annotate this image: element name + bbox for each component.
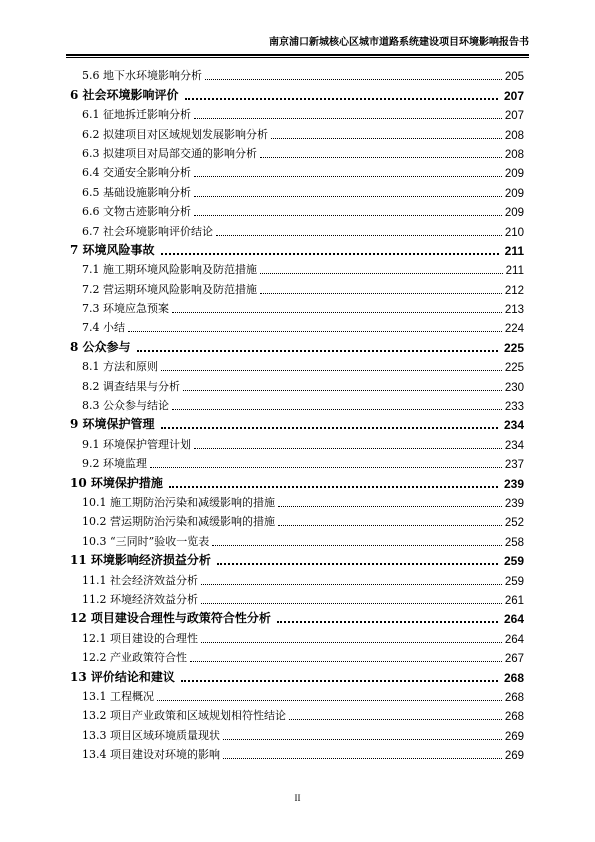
toc-entry-page: 208 bbox=[504, 129, 524, 142]
toc-entry-title: 6.7 社会环境影响评价结论 bbox=[82, 224, 213, 238]
toc-entry-page: 269 bbox=[504, 750, 524, 763]
toc-section-entry[interactable] bbox=[70, 103, 524, 122]
toc-section-entry[interactable] bbox=[70, 316, 524, 335]
toc-entry-title: 6.4 交通安全影响分析 bbox=[82, 166, 191, 180]
toc-dot-leader bbox=[201, 602, 502, 604]
toc-section-entry[interactable] bbox=[70, 258, 524, 277]
toc-chapter-entry[interactable] bbox=[70, 83, 524, 102]
toc-entry-title: 10 环境保护措施 bbox=[70, 475, 163, 490]
toc-entry-title: 8.3 公众参与结论 bbox=[82, 399, 169, 413]
toc-entry-page: 269 bbox=[504, 730, 524, 743]
toc-entry-title: 13.1 工程概况 bbox=[82, 689, 154, 703]
toc-entry-title: 7.2 营运期环境风险影响及防范措施 bbox=[82, 282, 257, 296]
toc-dot-leader bbox=[183, 389, 502, 391]
toc-dot-leader bbox=[277, 619, 498, 623]
toc-entry-page: 237 bbox=[504, 459, 524, 472]
toc-chapter-entry[interactable] bbox=[70, 549, 524, 568]
toc-section-entry[interactable] bbox=[70, 277, 524, 296]
toc-dot-leader bbox=[260, 292, 502, 294]
toc-entry-page: 207 bbox=[503, 88, 524, 103]
toc-section-entry[interactable] bbox=[70, 161, 524, 180]
toc-chapter-entry[interactable] bbox=[70, 239, 524, 258]
toc-entry-page: 267 bbox=[504, 653, 524, 666]
toc-entry-page: 212 bbox=[504, 284, 524, 297]
header-rule-thin bbox=[66, 57, 529, 58]
toc-chapter-entry[interactable] bbox=[70, 665, 524, 684]
toc-section-entry[interactable] bbox=[70, 200, 524, 219]
toc-dot-leader bbox=[161, 425, 498, 429]
toc-entry-title: 12.1 项目建设的合理性 bbox=[82, 631, 198, 645]
toc-entry-title: 10.3 “三同时”验收一览表 bbox=[82, 534, 210, 548]
toc-entry-title: 13 评价结论和建议 bbox=[70, 669, 175, 684]
toc-entry-page: 252 bbox=[504, 517, 524, 530]
toc-dot-leader bbox=[194, 195, 502, 197]
toc-section-entry[interactable] bbox=[70, 219, 524, 238]
toc-dot-leader bbox=[172, 408, 502, 410]
toc-entry-title: 12 项目建设合理性与政策符合性分析 bbox=[70, 611, 271, 626]
toc-dot-leader bbox=[161, 251, 499, 255]
toc-dot-leader bbox=[278, 505, 502, 507]
toc-entry-title: 8 公众参与 bbox=[70, 339, 131, 354]
toc-dot-leader bbox=[169, 484, 498, 488]
toc-section-entry[interactable] bbox=[70, 122, 524, 141]
toc-entry-title: 7.1 施工期环境风险影响及防范措施 bbox=[82, 263, 257, 277]
toc-section-entry[interactable] bbox=[70, 491, 524, 510]
toc-entry-page: 268 bbox=[503, 670, 524, 685]
toc-dot-leader bbox=[216, 234, 502, 236]
page-number: II bbox=[294, 793, 301, 803]
toc-entry-title: 9 环境保护管理 bbox=[70, 417, 155, 432]
toc-dot-leader bbox=[190, 660, 502, 662]
toc-dot-leader bbox=[194, 447, 502, 449]
toc-dot-leader bbox=[223, 738, 502, 740]
toc-entry-page: 239 bbox=[504, 497, 524, 510]
toc-entry-page: 234 bbox=[504, 439, 524, 452]
toc-entry-title: 6.3 拟建项目对局部交通的影响分析 bbox=[82, 146, 257, 160]
toc-entry-title: 10.1 施工期防治污染和减缓影响的措施 bbox=[82, 495, 275, 509]
toc-entry-page: 213 bbox=[504, 304, 524, 317]
toc-entry-page: 209 bbox=[504, 187, 524, 200]
toc-section-entry[interactable] bbox=[70, 355, 524, 374]
toc-dot-leader bbox=[201, 641, 502, 643]
toc-entry-page: 205 bbox=[504, 71, 524, 84]
toc-entry-title: 11.2 环境经济效益分析 bbox=[82, 592, 198, 606]
toc-dot-leader bbox=[172, 311, 502, 313]
toc-section-entry[interactable] bbox=[70, 685, 524, 704]
toc-section-entry[interactable] bbox=[70, 394, 524, 413]
toc-chapter-entry[interactable] bbox=[70, 471, 524, 490]
toc-entry-page: 258 bbox=[504, 536, 524, 549]
toc-section-entry[interactable] bbox=[70, 452, 524, 471]
toc-entry-page: 234 bbox=[503, 418, 524, 433]
toc-entry-page: 268 bbox=[504, 691, 524, 704]
toc-section-entry[interactable] bbox=[70, 374, 524, 393]
toc-section-entry[interactable] bbox=[70, 626, 524, 645]
toc-dot-leader bbox=[128, 330, 502, 332]
toc-entry-title: 9.1 环境保护管理计划 bbox=[82, 437, 191, 451]
toc-entry-title: 10.2 营运期防治污染和减缓影响的措施 bbox=[82, 515, 275, 529]
toc-entry-title: 13.3 项目区域环境质量现状 bbox=[82, 728, 220, 742]
toc-entry-page: 230 bbox=[504, 381, 524, 394]
toc-entry-page: 264 bbox=[504, 633, 524, 646]
toc-dot-leader bbox=[212, 544, 502, 546]
toc-entry-page: 259 bbox=[503, 554, 524, 569]
toc-section-entry[interactable] bbox=[70, 510, 524, 529]
toc-dot-leader bbox=[150, 466, 502, 468]
toc-section-entry[interactable] bbox=[70, 529, 524, 548]
toc-dot-leader bbox=[260, 272, 503, 274]
toc-entry-title: 7 环境风险事故 bbox=[70, 242, 155, 257]
toc-dot-leader bbox=[278, 524, 502, 526]
toc-entry-title: 5.6 地下水环境影响分析 bbox=[82, 69, 202, 83]
toc-section-entry[interactable] bbox=[70, 723, 524, 742]
toc-dot-leader bbox=[137, 348, 498, 352]
toc-entry-title: 8.1 方法和原则 bbox=[82, 360, 158, 374]
toc-dot-leader bbox=[194, 117, 502, 119]
toc-entry-title: 6.2 拟建项目对区域规划发展影响分析 bbox=[82, 127, 268, 141]
toc-dot-leader bbox=[157, 699, 502, 701]
toc-dot-leader bbox=[194, 175, 502, 177]
toc-section-entry[interactable] bbox=[70, 743, 524, 762]
toc-entry-title: 6.6 文物古迹影响分析 bbox=[82, 205, 191, 219]
toc-dot-leader bbox=[185, 96, 498, 100]
toc-entry-page: 211 bbox=[505, 265, 524, 278]
toc-entry-page: 224 bbox=[504, 323, 524, 336]
toc-chapter-entry[interactable] bbox=[70, 607, 524, 626]
toc-dot-leader bbox=[194, 214, 502, 216]
header-rule bbox=[66, 54, 529, 56]
toc-section-entry[interactable] bbox=[70, 180, 524, 199]
toc-entry-title: 6 社会环境影响评价 bbox=[70, 87, 179, 102]
toc-entry-page: 261 bbox=[504, 594, 524, 607]
toc-entry-page: 259 bbox=[504, 575, 524, 588]
toc-dot-leader bbox=[201, 583, 502, 585]
toc-entry-page: 209 bbox=[504, 207, 524, 220]
toc-chapter-entry[interactable] bbox=[70, 335, 524, 354]
toc-dot-leader bbox=[161, 369, 502, 371]
toc-section-entry[interactable] bbox=[70, 142, 524, 161]
toc-entry-title: 7.3 环境应急预案 bbox=[82, 302, 169, 316]
toc-dot-leader bbox=[205, 78, 502, 80]
toc-entry-page: 211 bbox=[504, 243, 524, 258]
toc-dot-leader bbox=[181, 678, 498, 682]
toc-entry-page: 233 bbox=[504, 401, 524, 414]
toc-entry-page: 207 bbox=[504, 110, 524, 123]
toc-entry-title: 6.5 基础设施影响分析 bbox=[82, 185, 191, 199]
toc-entry-page: 210 bbox=[504, 226, 524, 239]
toc-dot-leader bbox=[223, 757, 502, 759]
toc-entry-title: 13.2 项目产业政策和区域规划相符性结论 bbox=[82, 709, 286, 723]
toc-entry-title: 11 环境影响经济损益分析 bbox=[70, 553, 211, 568]
toc-section-entry[interactable] bbox=[70, 432, 524, 451]
toc-section-entry[interactable] bbox=[70, 297, 524, 316]
table-of-contents bbox=[70, 64, 524, 762]
toc-entry-page: 239 bbox=[503, 476, 524, 491]
toc-entry-page: 268 bbox=[504, 711, 524, 724]
toc-dot-leader bbox=[217, 561, 498, 565]
running-header: 南京浦口新城核心区城市道路系统建设项目环境影响报告书 bbox=[269, 37, 529, 48]
toc-entry-title: 8.2 调查结果与分析 bbox=[82, 379, 180, 393]
toc-dot-leader bbox=[260, 156, 502, 158]
toc-entry-page: 225 bbox=[503, 340, 524, 355]
toc-chapter-entry[interactable] bbox=[70, 413, 524, 432]
toc-dot-leader bbox=[271, 137, 502, 139]
toc-entry-page: 225 bbox=[504, 362, 524, 375]
toc-entry-title: 11.1 社会经济效益分析 bbox=[82, 573, 198, 587]
toc-section-entry[interactable] bbox=[70, 64, 524, 83]
toc-section-entry[interactable] bbox=[70, 704, 524, 723]
toc-entry-page: 264 bbox=[503, 612, 524, 627]
toc-section-entry[interactable] bbox=[70, 568, 524, 587]
toc-entry-title: 13.4 项目建设对环境的影响 bbox=[82, 748, 220, 762]
toc-entry-page: 208 bbox=[504, 148, 524, 161]
toc-section-entry[interactable] bbox=[70, 646, 524, 665]
toc-dot-leader bbox=[289, 718, 502, 720]
toc-section-entry[interactable] bbox=[70, 588, 524, 607]
toc-entry-page: 209 bbox=[504, 168, 524, 181]
toc-entry-title: 9.2 环境监理 bbox=[82, 457, 147, 471]
toc-entry-title: 7.4 小结 bbox=[82, 321, 125, 335]
toc-entry-title: 6.1 征地拆迁影响分析 bbox=[82, 108, 191, 122]
toc-entry-title: 12.2 产业政策符合性 bbox=[82, 651, 187, 665]
